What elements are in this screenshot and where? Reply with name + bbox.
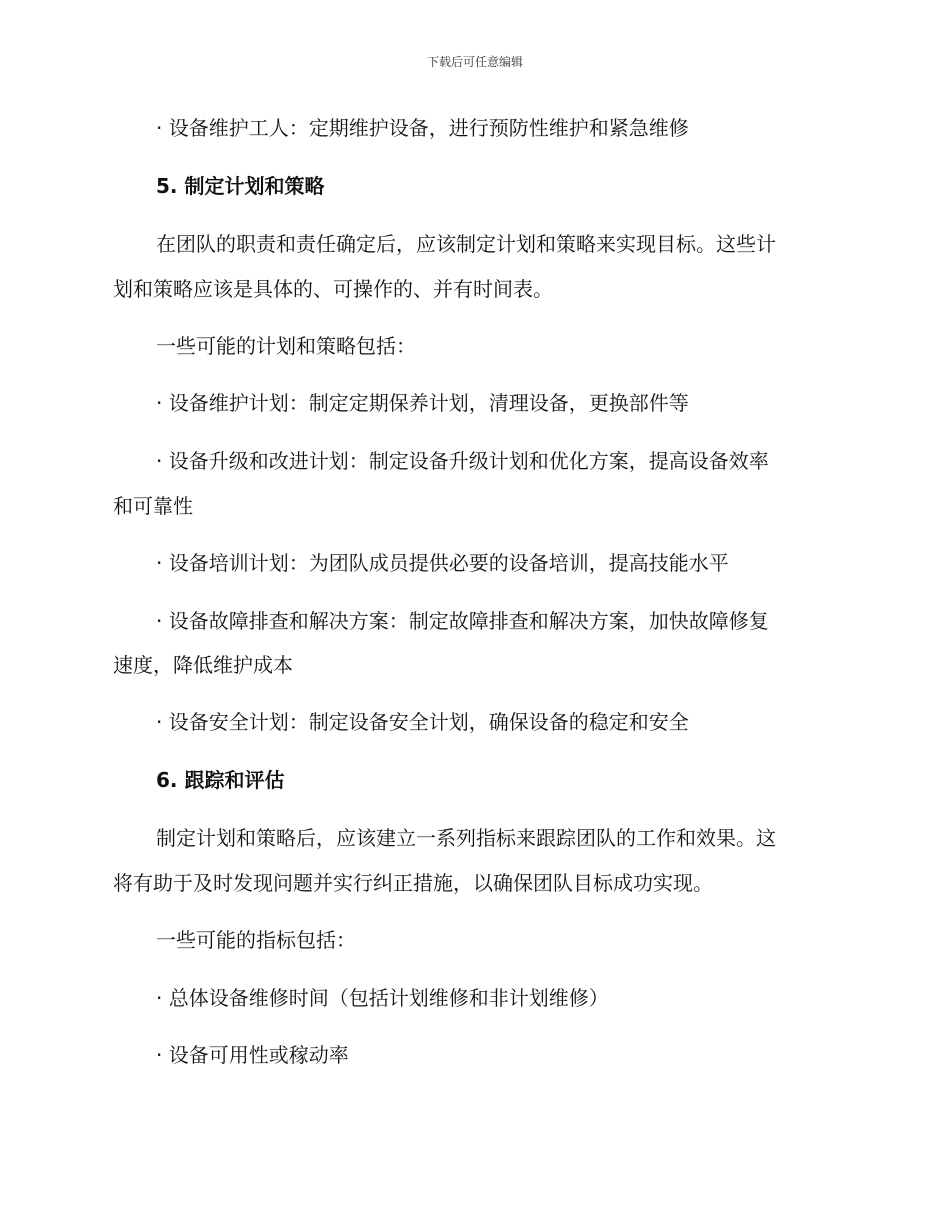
section-heading-6: 6. 跟踪和评估 xyxy=(156,768,285,792)
bullet-maintenance-worker: · 设备维护工人：定期维护设备，进行预防性维护和紧急维修 xyxy=(156,116,689,140)
paragraph-line: 一些可能的计划和策略包括： xyxy=(156,334,416,358)
paragraph-line: 一些可能的指标包括： xyxy=(156,928,356,952)
page-header: 下载后可任意编辑 xyxy=(426,55,523,69)
bullet-upgrade-plan: · 设备升级和改进计划：制定设备升级计划和优化方案，提高设备效率 xyxy=(156,449,769,473)
paragraph-line: 划和策略应该是具体的、可操作的、并有时间表。 xyxy=(113,277,553,301)
section-heading-5: 5. 制定计划和策略 xyxy=(156,174,325,198)
paragraph-line: 将有助于及时发现问题并实行纠正措施，以确保团队目标成功实现。 xyxy=(113,871,713,895)
bullet-safety-plan: · 设备安全计划：制定设备安全计划，确保设备的稳定和安全 xyxy=(156,710,689,734)
bullet-training-plan: · 设备培训计划：为团队成员提供必要的设备培训，提高技能水平 xyxy=(156,551,729,575)
bullet-continuation: 速度，降低维护成本 xyxy=(113,653,293,677)
bullet-total-repair-time: · 总体设备维修时间（包括计划维修和非计划维修） xyxy=(156,986,609,1010)
bullet-continuation: 和可靠性 xyxy=(113,494,193,518)
bullet-troubleshooting: · 设备故障排查和解决方案：制定故障排查和解决方案，加快故障修复 xyxy=(156,609,769,633)
bullet-maintenance-plan: · 设备维护计划：制定定期保养计划，清理设备，更换部件等 xyxy=(156,391,689,415)
paragraph-line: 制定计划和策略后，应该建立一系列指标来跟踪团队的工作和效果。这 xyxy=(156,826,776,850)
bullet-availability: · 设备可用性或稼动率 xyxy=(156,1043,349,1067)
paragraph-line: 在团队的职责和责任确定后，应该制定计划和策略来实现目标。这些计 xyxy=(156,232,776,256)
